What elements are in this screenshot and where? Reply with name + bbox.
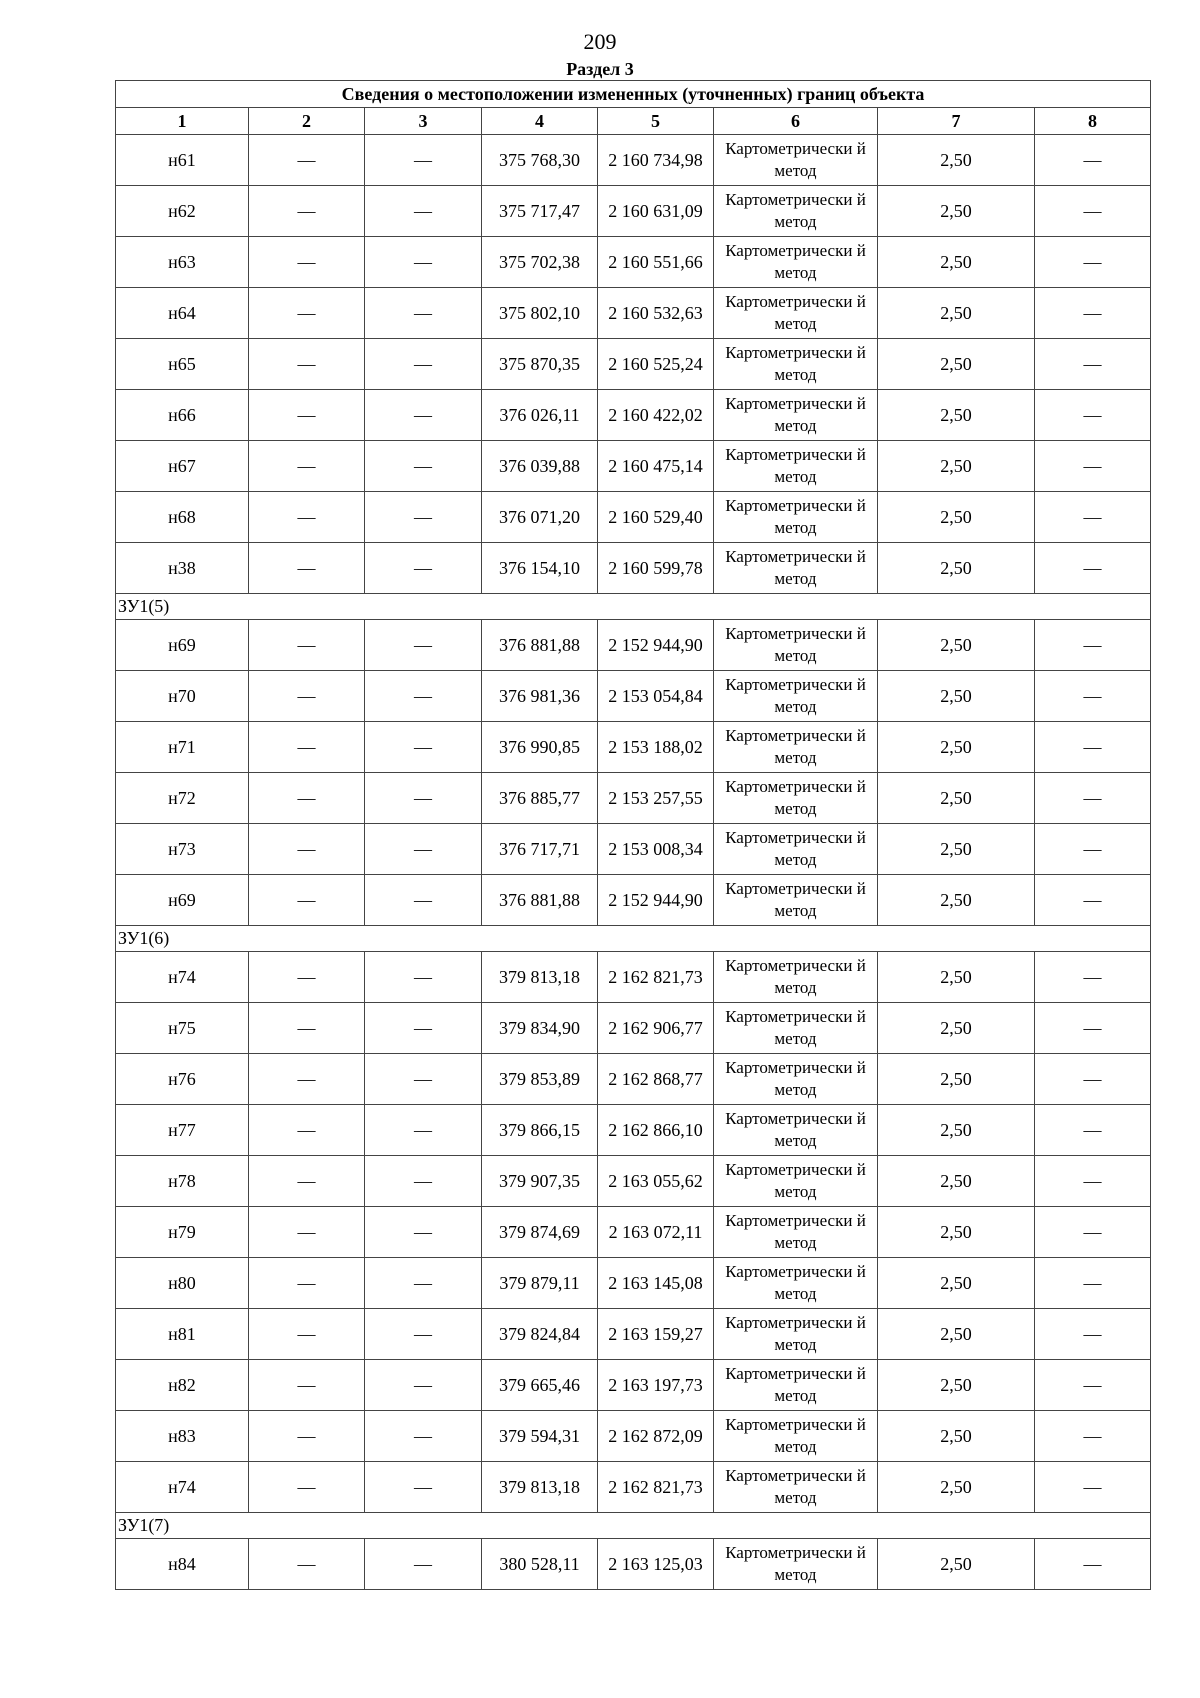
cell-col8: — [1035,952,1151,1003]
cell-col3: — [365,620,482,671]
cell-col2: — [249,1207,365,1258]
table-row [116,492,1151,543]
cell-col8: — [1035,620,1151,671]
cell-col8: — [1035,441,1151,492]
point-label: н65 [116,339,249,390]
coordinates-table [115,80,1151,1590]
cell-col3: — [365,1105,482,1156]
cell-col3: — [365,1258,482,1309]
cell-col3: — [365,1156,482,1207]
table-row [116,441,1151,492]
coord-y: 2 160 631,09 [598,186,714,237]
group-header-row [116,594,1151,620]
point-label: н74 [116,1462,249,1513]
point-label: н77 [116,1105,249,1156]
point-label: н70 [116,671,249,722]
point-label: н66 [116,390,249,441]
point-label: н62 [116,186,249,237]
point-label: н80 [116,1258,249,1309]
cell-col2: — [249,1539,365,1590]
cell-col2: — [249,492,365,543]
table-row [116,1003,1151,1054]
accuracy: 2,50 [878,1309,1035,1360]
cell-col2: — [249,952,365,1003]
accuracy: 2,50 [878,1003,1035,1054]
coord-x: 379 907,35 [482,1156,598,1207]
cell-col3: — [365,1309,482,1360]
accuracy: 2,50 [878,1539,1035,1590]
accuracy: 2,50 [878,671,1035,722]
coord-x: 375 802,10 [482,288,598,339]
cell-col3: — [365,135,482,186]
coord-y: 2 162 866,10 [598,1105,714,1156]
cell-col8: — [1035,722,1151,773]
accuracy: 2,50 [878,339,1035,390]
cell-col8: — [1035,1539,1151,1590]
cell-col3: — [365,824,482,875]
method: Картометрически й метод [714,952,878,1003]
cell-col3: — [365,1054,482,1105]
cell-col3: — [365,671,482,722]
accuracy: 2,50 [878,543,1035,594]
cell-col8: — [1035,237,1151,288]
cell-col2: — [249,237,365,288]
cell-col2: — [249,339,365,390]
coord-y: 2 160 734,98 [598,135,714,186]
column-number: 4 [482,108,598,135]
table-row [116,1258,1151,1309]
cell-col8: — [1035,288,1151,339]
cell-col3: — [365,237,482,288]
coord-y: 2 153 054,84 [598,671,714,722]
method: Картометрически й метод [714,1462,878,1513]
group-label: ЗУ1(7) [116,1513,1151,1539]
accuracy: 2,50 [878,1207,1035,1258]
column-number: 8 [1035,108,1151,135]
coord-x: 379 594,31 [482,1411,598,1462]
accuracy: 2,50 [878,952,1035,1003]
group-label: ЗУ1(5) [116,594,1151,620]
coord-y: 2 163 072,11 [598,1207,714,1258]
coord-y: 2 160 532,63 [598,288,714,339]
coord-x: 376 039,88 [482,441,598,492]
method: Картометрически й метод [714,722,878,773]
cell-col3: — [365,1360,482,1411]
cell-col8: — [1035,1156,1151,1207]
cell-col2: — [249,824,365,875]
coord-x: 379 665,46 [482,1360,598,1411]
accuracy: 2,50 [878,1054,1035,1105]
method: Картометрически й метод [714,186,878,237]
cell-col8: — [1035,1054,1151,1105]
cell-col3: — [365,492,482,543]
coord-x: 376 717,71 [482,824,598,875]
group-header-row [116,926,1151,952]
coord-x: 375 870,35 [482,339,598,390]
table-row [116,1462,1151,1513]
method: Картометрически й метод [714,1207,878,1258]
coord-x: 375 702,38 [482,237,598,288]
table-row [116,390,1151,441]
method: Картометрически й метод [714,339,878,390]
column-number-row [116,108,1151,135]
coord-x: 376 071,20 [482,492,598,543]
cell-col2: — [249,186,365,237]
point-label: н69 [116,620,249,671]
coord-x: 379 824,84 [482,1309,598,1360]
cell-col2: — [249,1411,365,1462]
cell-col3: — [365,1411,482,1462]
method: Картометрически й метод [714,390,878,441]
cell-col2: — [249,390,365,441]
accuracy: 2,50 [878,1360,1035,1411]
accuracy: 2,50 [878,441,1035,492]
point-label: н71 [116,722,249,773]
table-row [116,1054,1151,1105]
cell-col3: — [365,339,482,390]
cell-col2: — [249,1462,365,1513]
accuracy: 2,50 [878,722,1035,773]
cell-col8: — [1035,135,1151,186]
cell-col2: — [249,1156,365,1207]
accuracy: 2,50 [878,1258,1035,1309]
cell-col3: — [365,186,482,237]
table-row [116,773,1151,824]
coord-y: 2 160 422,02 [598,390,714,441]
method: Картометрически й метод [714,1156,878,1207]
table-row [116,1411,1151,1462]
coord-x: 379 813,18 [482,1462,598,1513]
coord-y: 2 160 529,40 [598,492,714,543]
accuracy: 2,50 [878,237,1035,288]
coord-y: 2 153 257,55 [598,773,714,824]
coord-y: 2 162 821,73 [598,1462,714,1513]
cell-col8: — [1035,671,1151,722]
cell-col8: — [1035,824,1151,875]
coord-x: 379 879,11 [482,1258,598,1309]
table-caption: Сведения о местоположении измененных (уточненных) границ объекта [116,81,1151,108]
method: Картометрически й метод [714,1411,878,1462]
coord-x: 375 768,30 [482,135,598,186]
group-header-row [116,1513,1151,1539]
coord-x: 380 528,11 [482,1539,598,1590]
cell-col2: — [249,543,365,594]
cell-col2: — [249,1003,365,1054]
table-row [116,1105,1151,1156]
method: Картометрически й метод [714,620,878,671]
point-label: н69 [116,875,249,926]
column-number: 3 [365,108,482,135]
table-row [116,671,1151,722]
cell-col8: — [1035,492,1151,543]
table-row [116,952,1151,1003]
cell-col3: — [365,1003,482,1054]
method: Картометрически й метод [714,492,878,543]
coord-x: 379 834,90 [482,1003,598,1054]
point-label: н64 [116,288,249,339]
table-row [116,1539,1151,1590]
cell-col3: — [365,1539,482,1590]
coord-x: 376 981,36 [482,671,598,722]
coord-y: 2 152 944,90 [598,875,714,926]
coord-y: 2 160 599,78 [598,543,714,594]
accuracy: 2,50 [878,135,1035,186]
cell-col2: — [249,288,365,339]
point-label: н82 [116,1360,249,1411]
point-label: н63 [116,237,249,288]
coord-x: 376 881,88 [482,875,598,926]
point-label: н61 [116,135,249,186]
coord-y: 2 163 197,73 [598,1360,714,1411]
method: Картометрически й метод [714,1105,878,1156]
cell-col8: — [1035,1411,1151,1462]
point-label: н81 [116,1309,249,1360]
point-label: н75 [116,1003,249,1054]
cell-col3: — [365,1207,482,1258]
point-label: н79 [116,1207,249,1258]
point-label: н76 [116,1054,249,1105]
cell-col8: — [1035,1258,1151,1309]
method: Картометрически й метод [714,135,878,186]
section-title: Раздел 3 [566,59,634,79]
coord-y: 2 160 551,66 [598,237,714,288]
table-row [116,620,1151,671]
coord-x: 375 717,47 [482,186,598,237]
table-row [116,722,1151,773]
table-row [116,135,1151,186]
point-label: н72 [116,773,249,824]
cell-col8: — [1035,773,1151,824]
coord-y: 2 162 868,77 [598,1054,714,1105]
coord-x: 379 853,89 [482,1054,598,1105]
table-row [116,339,1151,390]
accuracy: 2,50 [878,390,1035,441]
cell-col2: — [249,620,365,671]
table-row [116,824,1151,875]
coord-x: 376 881,88 [482,620,598,671]
table-row [116,186,1151,237]
coord-y: 2 153 188,02 [598,722,714,773]
coord-x: 376 885,77 [482,773,598,824]
table-row [116,1360,1151,1411]
cell-col8: — [1035,543,1151,594]
coord-x: 379 874,69 [482,1207,598,1258]
coord-x: 376 990,85 [482,722,598,773]
point-label: н78 [116,1156,249,1207]
coord-y: 2 153 008,34 [598,824,714,875]
accuracy: 2,50 [878,875,1035,926]
cell-col2: — [249,722,365,773]
cell-col8: — [1035,1462,1151,1513]
cell-col8: — [1035,1003,1151,1054]
cell-col3: — [365,952,482,1003]
cell-col2: — [249,135,365,186]
accuracy: 2,50 [878,1462,1035,1513]
cell-col8: — [1035,390,1151,441]
cell-col2: — [249,671,365,722]
group-label: ЗУ1(6) [116,926,1151,952]
accuracy: 2,50 [878,492,1035,543]
accuracy: 2,50 [878,773,1035,824]
coord-x: 379 866,15 [482,1105,598,1156]
table-caption-row [116,81,1151,108]
table-row [116,237,1151,288]
cell-col3: — [365,875,482,926]
point-label: н74 [116,952,249,1003]
cell-col2: — [249,1309,365,1360]
table-row [116,1309,1151,1360]
cell-col3: — [365,773,482,824]
method: Картометрически й метод [714,1258,878,1309]
method: Картометрически й метод [714,237,878,288]
point-label: н38 [116,543,249,594]
cell-col3: — [365,722,482,773]
cell-col2: — [249,1054,365,1105]
coord-y: 2 163 145,08 [598,1258,714,1309]
table-row [116,543,1151,594]
coord-y: 2 162 906,77 [598,1003,714,1054]
cell-col8: — [1035,339,1151,390]
coord-y: 2 163 055,62 [598,1156,714,1207]
cell-col3: — [365,288,482,339]
method: Картометрически й метод [714,1003,878,1054]
column-number: 1 [116,108,249,135]
cell-col3: — [365,543,482,594]
coord-y: 2 160 475,14 [598,441,714,492]
cell-col8: — [1035,186,1151,237]
cell-col2: — [249,1258,365,1309]
coord-x: 376 154,10 [482,543,598,594]
method: Картометрически й метод [714,441,878,492]
coord-y: 2 160 525,24 [598,339,714,390]
table-row [116,1207,1151,1258]
method: Картометрически й метод [714,1054,878,1105]
point-label: н68 [116,492,249,543]
coord-y: 2 162 821,73 [598,952,714,1003]
cell-col8: — [1035,1360,1151,1411]
cell-col8: — [1035,875,1151,926]
page-number: 209 [583,29,617,54]
cell-col3: — [365,1462,482,1513]
accuracy: 2,50 [878,288,1035,339]
point-label: н84 [116,1539,249,1590]
method: Картометрически й метод [714,543,878,594]
column-number: 6 [714,108,878,135]
column-number: 7 [878,108,1035,135]
method: Картометрически й метод [714,1360,878,1411]
column-number: 2 [249,108,365,135]
method: Картометрически й метод [714,824,878,875]
method: Картометрически й метод [714,875,878,926]
cell-col8: — [1035,1105,1151,1156]
cell-col2: — [249,1105,365,1156]
cell-col2: — [249,441,365,492]
table-row [116,1156,1151,1207]
coord-y: 2 162 872,09 [598,1411,714,1462]
accuracy: 2,50 [878,1156,1035,1207]
accuracy: 2,50 [878,1411,1035,1462]
table-row [116,288,1151,339]
coord-y: 2 163 125,03 [598,1539,714,1590]
table-row [116,875,1151,926]
cell-col2: — [249,773,365,824]
method: Картометрически й метод [714,671,878,722]
accuracy: 2,50 [878,620,1035,671]
method: Картометрически й метод [714,1309,878,1360]
point-label: н73 [116,824,249,875]
coord-x: 379 813,18 [482,952,598,1003]
coord-y: 2 152 944,90 [598,620,714,671]
cell-col8: — [1035,1207,1151,1258]
method: Картометрически й метод [714,1539,878,1590]
column-number: 5 [598,108,714,135]
cell-col3: — [365,390,482,441]
method: Картометрически й метод [714,288,878,339]
cell-col2: — [249,1360,365,1411]
point-label: н67 [116,441,249,492]
accuracy: 2,50 [878,186,1035,237]
cell-col3: — [365,441,482,492]
coord-y: 2 163 159,27 [598,1309,714,1360]
method: Картометрически й метод [714,773,878,824]
point-label: н83 [116,1411,249,1462]
cell-col8: — [1035,1309,1151,1360]
accuracy: 2,50 [878,1105,1035,1156]
coord-x: 376 026,11 [482,390,598,441]
cell-col2: — [249,875,365,926]
accuracy: 2,50 [878,824,1035,875]
